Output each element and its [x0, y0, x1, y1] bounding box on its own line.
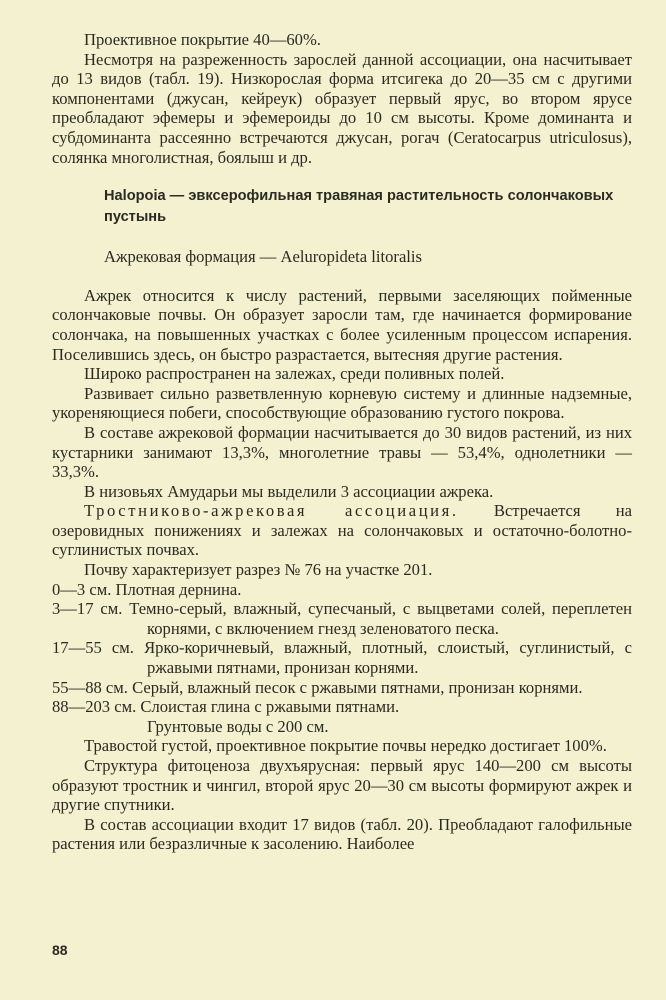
- paragraph-azhrek-intro: Ажрек относится к числу растений, первыми заселяющих пойменные солончаковые почвы. Он образует заросли там, где начинается формирование солончака, на повышенных участках с более усиленным процессом испарения. Поселившись здесь, он быстро разрастается, вытесняя другие растения.: [52, 285, 632, 364]
- paragraph-associations: В низовьях Амударьи мы выделили 3 ассоциации ажрека.: [84, 481, 494, 501]
- paragraph-species: В состав ассоциации входит 17 видов (табл. 20). Преобладают галофильные растения или безразличные к засолению. Наиболее: [52, 814, 632, 854]
- soil-layer-description: Серый, влажный песок с ржавыми пятнами, пронизан корнями.: [132, 677, 583, 697]
- association-name: Тростниково-ажрековая ассоциация.: [84, 501, 459, 521]
- paragraph-root-system: Развивает сильно разветвленную корневую систему и длинные надземные, укореняющиеся побеги, способствующие образованию густого покрова.: [52, 383, 632, 423]
- soil-layer: [52, 580, 632, 600]
- formation-title: Ажрековая формация — Aeluropideta litoralis: [104, 247, 422, 267]
- soil-layer-description: Слоистая глина с ржавыми пятнами.: [140, 697, 400, 717]
- paragraph-coverage: Проективное покрытие 40—60%.: [84, 30, 321, 49]
- page-text: [52, 30, 632, 854]
- paragraph-structure: Структура фитоценоза двухъярусная: первый ярус 140—200 см высоты образуют тростник и чингил, второй ярус 20—30 см высоты формируют ажрек и другие спутники.: [52, 756, 632, 815]
- paragraph-grass-cover: Травостой густой, проективное покрытие почвы нередко достигает 100%.: [84, 736, 607, 756]
- soil-layer: [52, 697, 632, 717]
- paragraph-distribution: Широко распространен на залежах, среди поливных полей.: [84, 364, 505, 384]
- soil-layer: [52, 678, 632, 698]
- soil-layer-depth: 3—17 см.: [52, 599, 123, 619]
- soil-profile: [52, 580, 632, 737]
- soil-layer: [52, 638, 632, 677]
- groundwater-note: Грунтовые воды с 200 см.: [147, 716, 329, 736]
- association-habitat: Встречается на озеровидных понижениях и залежах на солончаковых и остаточно-болотно-суглинистых почвах.: [52, 501, 632, 560]
- section-heading: Halopoia — эвксерофильная травяная растительность солончаковых пустынь: [104, 188, 614, 226]
- soil-layer-depth: 88—203 см.: [52, 697, 137, 717]
- soil-layer-depth: 55—88 см.: [52, 677, 128, 697]
- soil-layer-description: Плотная дернина.: [115, 579, 242, 599]
- soil-layer-description: Ярко-коричневый, влажный, плотный, слоистый, суглинистый, с ржавыми пятнами, пронизан корнями.: [144, 638, 632, 678]
- page-number: 88: [52, 942, 68, 958]
- soil-layer-depth: 17—55 см.: [52, 638, 134, 658]
- paragraph-composition: В составе ажрековой формации насчитывается до 30 видов растений, из них кустарники занимают 13,3%, многолетние травы — 53,4%, однолетники — 33,3%.: [52, 422, 632, 482]
- soil-layer-description: Темно-серый, влажный, супесчаный, с выцветами солей, переплетен корнями, с включением гнезд зеленоватого песка.: [129, 599, 632, 638]
- paragraph-association-description: Несмотря на разреженность зарослей данной ассоциации, она насчитывает до 13 видов (табл. 19). Низкорослая форма итсигека до 20—35 см с другими компонентами (джусан, кейреук) образует первый ярус, во втором ярусе преобладают эфемеры и эфемероиды до 10 см высоты. Кроме доминанта и субдоминанта рассеянно встречаются джусан, рогач (Ceratocarpus utriculosus), солянка многолистная, боялыш и др.: [52, 49, 632, 167]
- soil-layer: [52, 599, 632, 638]
- paragraph-soil-section: Почву характеризует разрез № 76 на участке 201.: [84, 560, 433, 580]
- soil-layer-depth: 0—3 см.: [52, 579, 112, 599]
- paragraph-reed-association: [52, 501, 632, 560]
